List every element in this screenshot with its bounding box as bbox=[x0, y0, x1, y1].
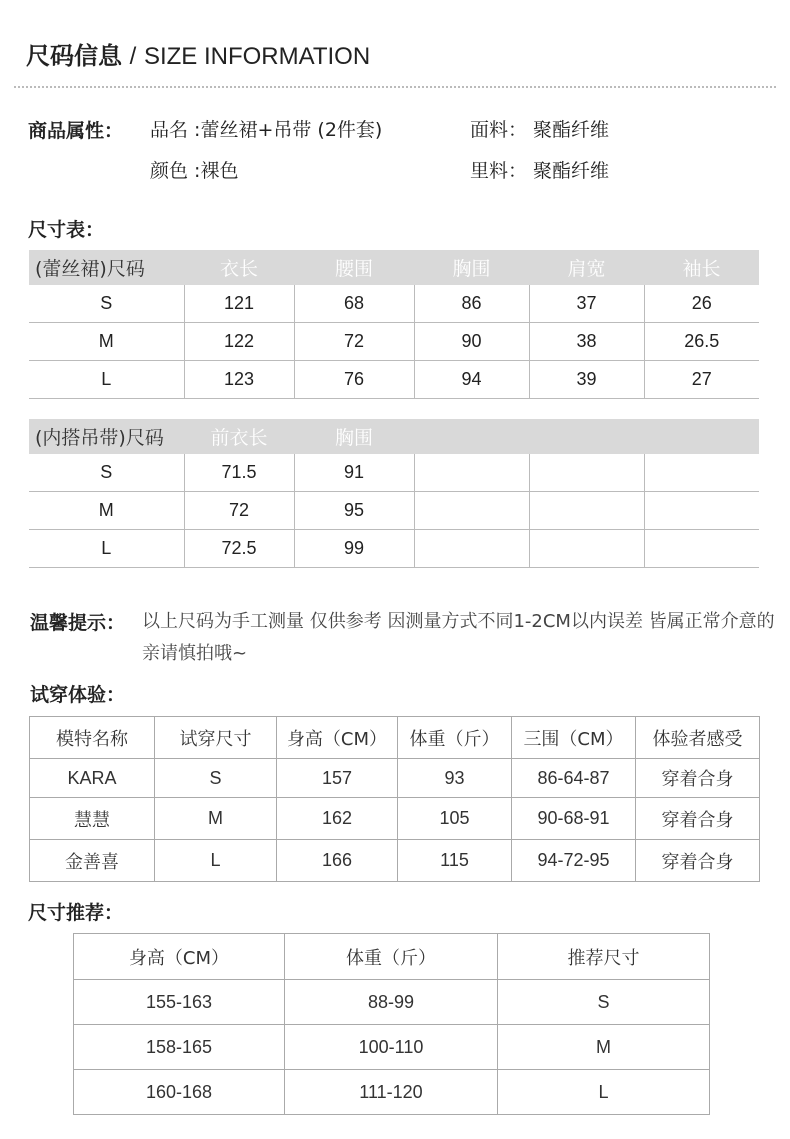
table-cell bbox=[414, 454, 529, 492]
attr-lining: 里料： 聚酯纤维 bbox=[470, 160, 610, 182]
table-cell: 115 bbox=[398, 840, 512, 882]
table-cell: 穿着合身 bbox=[636, 798, 760, 840]
table-cell: 88-99 bbox=[285, 980, 498, 1025]
table-cell bbox=[644, 454, 759, 492]
table-header-cell: 衣长 bbox=[184, 250, 294, 285]
table-cell bbox=[529, 492, 644, 530]
table-cell: 86-64-87 bbox=[512, 759, 636, 798]
page-title-en: SIZE INFORMATION bbox=[143, 43, 371, 70]
table-cell: L bbox=[29, 361, 184, 399]
table-cell bbox=[529, 530, 644, 568]
table-cell: 111-120 bbox=[285, 1070, 498, 1115]
table-row bbox=[74, 1025, 710, 1070]
table-cell: 86 bbox=[414, 285, 529, 323]
table-cell: S bbox=[498, 980, 710, 1025]
table-cell: L bbox=[155, 840, 277, 882]
table-row bbox=[29, 454, 759, 492]
table-cell: 94-72-95 bbox=[512, 840, 636, 882]
table-row bbox=[30, 759, 760, 798]
table-row bbox=[74, 1070, 710, 1115]
table-cell: 71.5 bbox=[184, 454, 294, 492]
table-header-cell bbox=[529, 419, 644, 454]
table-cell: 162 bbox=[277, 798, 398, 840]
table-cell: 155-163 bbox=[74, 980, 285, 1025]
attributes-label: 商品属性： bbox=[28, 120, 124, 142]
table-row bbox=[30, 840, 760, 882]
table-cell: M bbox=[155, 798, 277, 840]
table-cell: 123 bbox=[184, 361, 294, 399]
table-cell: KARA bbox=[30, 759, 155, 798]
table-row bbox=[29, 323, 759, 361]
table-row bbox=[29, 530, 759, 568]
table-cell: M bbox=[29, 323, 184, 361]
camisole-size-table bbox=[29, 419, 759, 568]
table-cell: 72 bbox=[184, 492, 294, 530]
table-row bbox=[29, 285, 759, 323]
table-cell: L bbox=[498, 1070, 710, 1115]
table-cell: 72 bbox=[294, 323, 414, 361]
table-cell: 160-168 bbox=[74, 1070, 285, 1115]
table-cell: M bbox=[498, 1025, 710, 1070]
dress-size-table bbox=[29, 250, 759, 399]
table-header-cell bbox=[644, 419, 759, 454]
title-separator: / bbox=[129, 43, 137, 70]
table-cell: S bbox=[155, 759, 277, 798]
table-header-cell: (蕾丝裙)尺码 bbox=[29, 250, 184, 285]
table-cell: 76 bbox=[294, 361, 414, 399]
table-cell: S bbox=[29, 454, 184, 492]
table-cell: L bbox=[29, 530, 184, 568]
try-on-title: 试穿体验： bbox=[30, 684, 126, 706]
try-on-table bbox=[29, 716, 760, 882]
table-header-cell: (内搭吊带)尺码 bbox=[29, 419, 184, 454]
size-chart-title: 尺寸表： bbox=[28, 219, 105, 241]
table-cell: 穿着合身 bbox=[636, 840, 760, 882]
table-header-cell: 模特名称 bbox=[30, 717, 155, 759]
table-header-cell: 身高（CM） bbox=[74, 934, 285, 980]
table-cell: 72.5 bbox=[184, 530, 294, 568]
table-cell: 166 bbox=[277, 840, 398, 882]
attr-color: 颜色 :裸色 bbox=[150, 160, 239, 182]
table-cell: 27 bbox=[644, 361, 759, 399]
table-row bbox=[29, 492, 759, 530]
table-cell: 26 bbox=[644, 285, 759, 323]
table-cell: 26.5 bbox=[644, 323, 759, 361]
table-cell: 39 bbox=[529, 361, 644, 399]
table-header-cell: 胸围 bbox=[294, 419, 414, 454]
table-cell: 158-165 bbox=[74, 1025, 285, 1070]
table-header-cell: 体重（斤） bbox=[398, 717, 512, 759]
table-cell: 93 bbox=[398, 759, 512, 798]
table-row bbox=[74, 980, 710, 1025]
recommend-title: 尺寸推荐： bbox=[28, 902, 124, 924]
table-header-cell: 试穿尺寸 bbox=[155, 717, 277, 759]
table-cell: 慧慧 bbox=[30, 798, 155, 840]
tip-label: 温馨提示： bbox=[30, 612, 126, 634]
table-header-cell: 体验者感受 bbox=[636, 717, 760, 759]
table-header-cell: 体重（斤） bbox=[285, 934, 498, 980]
table-cell: 122 bbox=[184, 323, 294, 361]
table-cell: 94 bbox=[414, 361, 529, 399]
table-header-cell: 腰围 bbox=[294, 250, 414, 285]
table-cell: 105 bbox=[398, 798, 512, 840]
table-cell: 37 bbox=[529, 285, 644, 323]
table-header-row bbox=[30, 717, 760, 759]
table-header-cell: 袖长 bbox=[644, 250, 759, 285]
table-header-row bbox=[74, 934, 710, 980]
page-title-cn: 尺码信息 bbox=[26, 42, 122, 70]
table-cell: 68 bbox=[294, 285, 414, 323]
table-cell bbox=[644, 492, 759, 530]
table-cell: 穿着合身 bbox=[636, 759, 760, 798]
table-header-cell: 三围（CM） bbox=[512, 717, 636, 759]
table-header-cell bbox=[414, 419, 529, 454]
attr-fabric: 面料： 聚酯纤维 bbox=[470, 119, 610, 141]
tip-text: 以上尺码为手工测量 仅供参考 因测量方式不同1-2CM以内误差 皆属正常介意的亲请慎拍哦~ bbox=[142, 611, 775, 664]
table-header-row bbox=[29, 419, 759, 454]
table-header-cell: 胸围 bbox=[414, 250, 529, 285]
table-cell: S bbox=[29, 285, 184, 323]
table-cell: 99 bbox=[294, 530, 414, 568]
table-cell: 95 bbox=[294, 492, 414, 530]
table-header-row bbox=[29, 250, 759, 285]
table-header-cell: 身高（CM） bbox=[277, 717, 398, 759]
recommend-table bbox=[73, 933, 710, 1115]
dotted-divider bbox=[14, 86, 776, 88]
table-cell bbox=[414, 530, 529, 568]
table-cell: 121 bbox=[184, 285, 294, 323]
table-cell: 90-68-91 bbox=[512, 798, 636, 840]
page-title bbox=[26, 36, 370, 71]
table-cell: 91 bbox=[294, 454, 414, 492]
table-header-cell: 推荐尺寸 bbox=[498, 934, 710, 980]
table-cell bbox=[414, 492, 529, 530]
table-cell bbox=[644, 530, 759, 568]
table-cell: 157 bbox=[277, 759, 398, 798]
table-row bbox=[30, 798, 760, 840]
table-cell: 100-110 bbox=[285, 1025, 498, 1070]
table-cell: 38 bbox=[529, 323, 644, 361]
table-row bbox=[29, 361, 759, 399]
table-cell: 90 bbox=[414, 323, 529, 361]
table-cell bbox=[529, 454, 644, 492]
table-header-cell: 肩宽 bbox=[529, 250, 644, 285]
table-cell: M bbox=[29, 492, 184, 530]
attr-product-name: 品名 :蕾丝裙+吊带 (2件套) bbox=[150, 119, 383, 141]
table-cell: 金善喜 bbox=[30, 840, 155, 882]
table-header-cell: 前衣长 bbox=[184, 419, 294, 454]
